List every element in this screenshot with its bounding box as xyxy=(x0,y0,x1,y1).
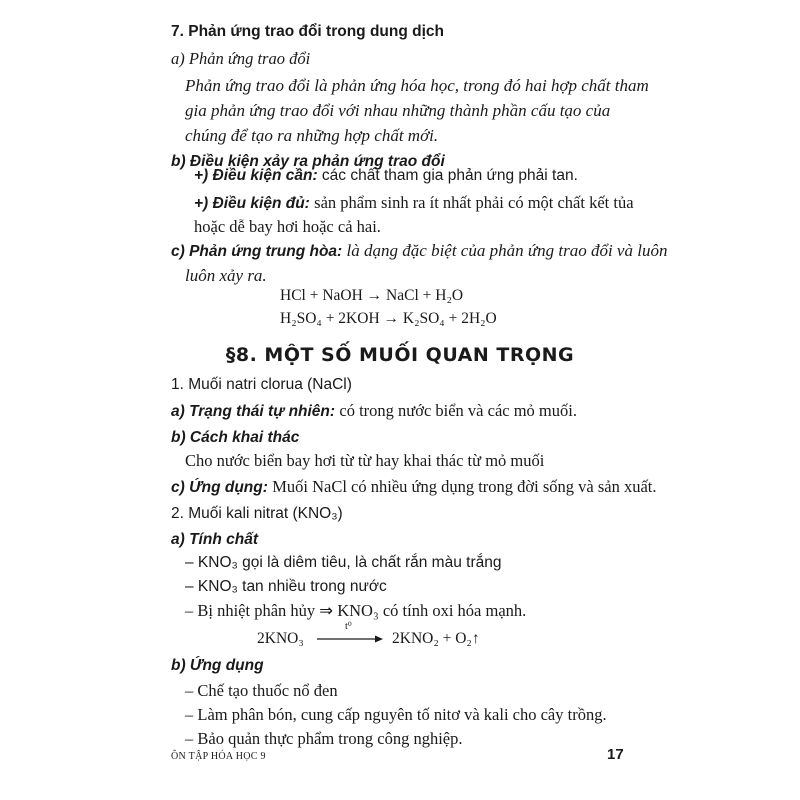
nacl-natural-state-text: có trong nước biển và các mỏ muối. xyxy=(339,401,577,420)
footer-book-title: ÔN TẬP HÓA HỌC 9 xyxy=(171,751,266,762)
kno3-application-1: – Chế tạo thuốc nổ đen xyxy=(185,681,338,700)
nacl-applications xyxy=(171,477,657,498)
equation-h2so4-koh: H₂SO₄ + 2KOH → K₂SO₄ + 2H₂O xyxy=(280,310,497,327)
section-7a-title: a) Phản ứng trao đổi xyxy=(171,49,311,68)
neutralization-label: c) Phản ứng trung hòa: xyxy=(171,243,343,260)
equation-kno3-left: 2KNO₃ xyxy=(257,630,304,647)
section-7a-paragraph-line-1: Phản ứng trao đổi là phản ứng hóa học, trong đó hai hợp chất tham xyxy=(185,76,649,95)
neutralization-text: là dạng đặc biệt của phản ứng trao đổi và luôn xyxy=(346,241,668,260)
section-8-heading: §8. MỘT SỐ MUỐI QUAN TRỌNG xyxy=(225,344,575,366)
section-7b-title: b) Điều kiện xảy ra phản ứng trao đổi xyxy=(171,153,445,170)
reaction-condition: t⁰ xyxy=(345,621,352,632)
page-number: 17 xyxy=(607,746,624,763)
salt-kno3-title: 2. Muối kali nitrat (KNO₃) xyxy=(171,505,343,522)
nacl-applications-label: c) Ứng dụng: xyxy=(171,479,268,496)
condition-necessary xyxy=(194,166,578,186)
neutralization-continued: luôn xảy ra. xyxy=(185,266,267,285)
nacl-extraction-text: Cho nước biển bay hơi từ từ hay khai thác từ mỏ muối xyxy=(185,451,545,470)
kno3-properties-title: a) Tính chất xyxy=(171,531,258,548)
condition-sufficient-label: +) Điều kiện đủ: xyxy=(194,195,310,212)
arrow-icon xyxy=(315,624,385,646)
kno3-applications-title: b) Ứng dụng xyxy=(171,657,264,674)
salt-nacl-title: 1. Muối natri clorua (NaCl) xyxy=(171,376,352,393)
condition-sufficient xyxy=(194,193,634,214)
equation-kno3-right: 2KNO₂ + O₂↑ xyxy=(392,630,480,647)
nacl-applications-text: Muối NaCl có nhiều ứng dụng trong đời sống và sản xuất. xyxy=(272,477,657,496)
condition-necessary-label: +) Điều kiện cần: xyxy=(194,167,318,184)
equation-hcl-naoh: HCl + NaOH → NaCl + H₂O xyxy=(280,287,464,304)
condition-necessary-text: các chất tham gia phản ứng phải tan. xyxy=(321,167,578,184)
neutralization xyxy=(171,241,667,262)
condition-sufficient-text: sản phẩm sinh ra ít nhất phải có một chất kết tủa xyxy=(314,193,634,212)
section-7-title: 7. Phản ứng trao đổi trong dung dịch xyxy=(171,23,444,40)
nacl-natural-state xyxy=(171,401,577,422)
kno3-application-3: – Bảo quản thực phẩm trong công nghiệp. xyxy=(185,729,463,748)
section-7a-paragraph-line-2: gia phản ứng trao đổi với nhau những thành phần cấu tạo của xyxy=(185,101,611,120)
kno3-property-1: – KNO₃ gọi là diêm tiêu, là chất rắn màu trắng xyxy=(185,554,502,571)
kno3-property-3: – Bị nhiệt phân hủy ⇒ KNO₃ có tính oxi hóa mạnh. xyxy=(185,601,527,620)
section-7a-paragraph-line-3: chúng để tạo ra những hợp chất mới. xyxy=(185,126,439,145)
kno3-application-2: – Làm phân bón, cung cấp nguyên tố nitơ và kali cho cây trồng. xyxy=(185,705,607,724)
condition-sufficient-continued: hoặc dễ bay hơi hoặc cả hai. xyxy=(194,217,381,236)
reaction-arrow xyxy=(315,621,385,646)
nacl-extraction-title: b) Cách khai thác xyxy=(171,429,300,446)
kno3-property-2: – KNO₃ tan nhiều trong nước xyxy=(185,578,387,595)
nacl-natural-state-label: a) Trạng thái tự nhiên: xyxy=(171,403,336,420)
